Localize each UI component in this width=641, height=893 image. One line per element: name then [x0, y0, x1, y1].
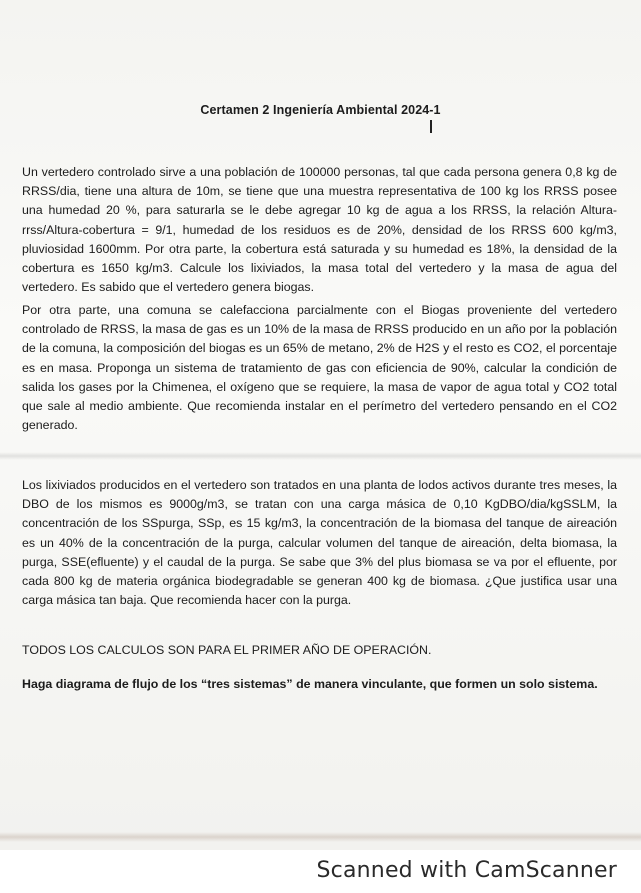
document-title: Certamen 2 Ingeniería Ambiental 2024-1 — [200, 103, 441, 117]
paragraph-biogas: Por otra parte, una comuna se calefacciona parcialmente con el Biogas proveniente del vertedero controlado de RRSS, la masa de gas es un 10% de la masa de RRSS producido en un año por la población de la comuna, la composición del biogas es un 65% de metano, 2% de H2S y el resto es CO2, el porcentaje es en masa. Proponga un sistema de tratamiento de gas con eficiencia de 90%, calcular la condición de salida los gases por la Chimenea, el oxígeno que se requiere, la masa de vapor de agua total y CO2 total que sale al medio ambiente. Que recomienda instalar en el perímetro del vertedero pensando en el CO2 generado. — [22, 303, 617, 433]
paragraph-leachate: Los lixiviados producidos en el vertedero son tratados en una planta de lodos activos durante tres meses, la DBO de los mismos es 9000g/m3, se tratan con una carga másica de 0,10 KgDBO/dia/kgSSLM, la concentración de los SSpurga, SSp, es 15 kg/m3, la concentración de la biomasa del tanque de aireación es un 40% de la concentración de la purga, calcular volumen del tanque de aireación, delta biomasa, la purga, SSE(efluente) y el caudal de la purga. Se sabe que 3% del plus biomasa se va por el efluente, por cada 800 kg de materia orgánica biodegradable se generan 400 kg de biomasa. ¿Que justifica usar una carga másica tan baja. Que recomienda hacer con la purga. — [22, 478, 617, 608]
pen-mark — [430, 120, 432, 133]
page-fold-line — [0, 452, 641, 460]
paragraph-first-year-note: TODOS LOS CALCULOS SON PARA EL PRIMER AÑO DE OPERACIÓN. — [22, 643, 432, 657]
camscanner-watermark: Scanned with CamScanner — [316, 858, 617, 883]
page-bottom-edge — [0, 832, 641, 842]
paragraph-landfill: Un vertedero controlado sirve a una población de 100000 personas, tal que cada persona genera 0,8 kg de RRSS/dia, tiene una altura de 10m, se tiene que una muestra representativa de 100 kg los RRSS posee una humedad 20 %, para saturarla se le debe agregar 10 kg de agua a los RRSS, la relación Altura-rrss/Altura-cobertura = 9/1, humedad de los residuos es de 20%, densidad de los RRSS 600 kg/m3, pluviosidad 1600mm. Por otra parte, la cobertura está saturada y su humedad es 18%, la densidad de la cobertura es 1650 kg/m3. Calcule los lixiviados, la masa total del vertedero y la masa de agua del vertedero. Es sabido que el vertedero genera biogas. — [22, 165, 617, 295]
paragraph-flow-diagram: Haga diagrama de flujo de los “tres sistemas” de manera vinculante, que formen un solo sistema. — [22, 677, 598, 691]
